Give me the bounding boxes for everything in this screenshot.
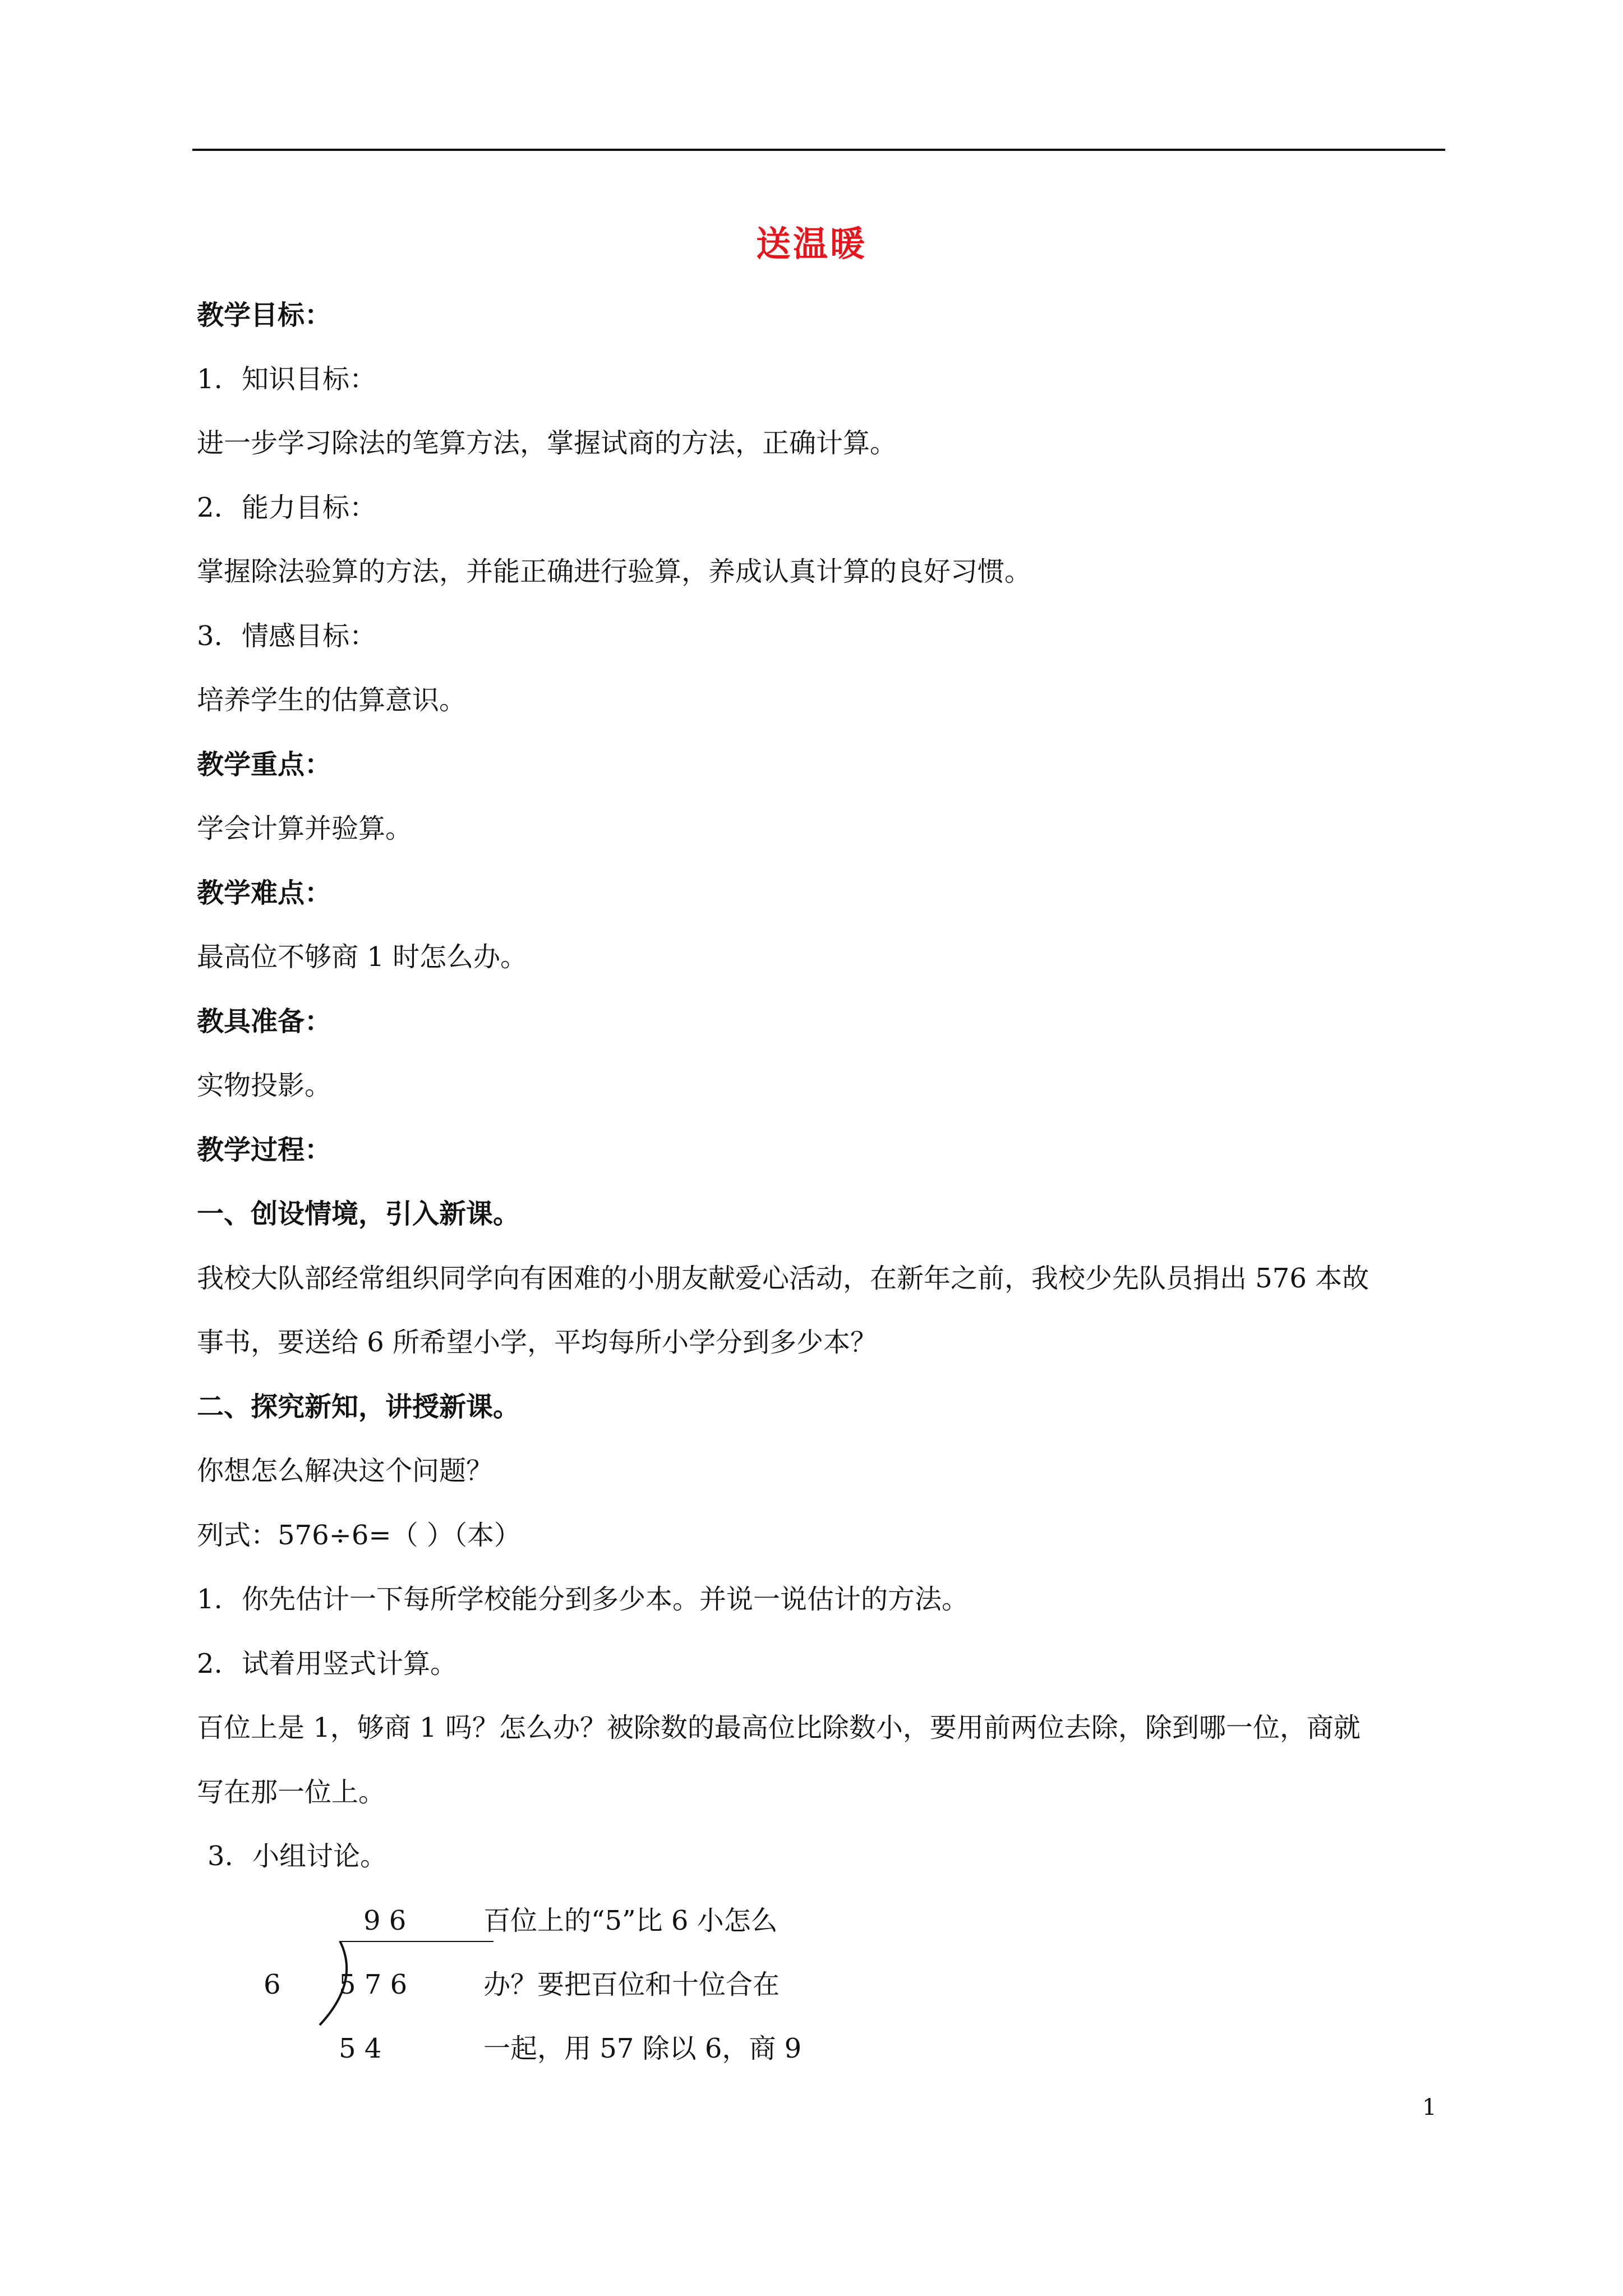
document-title: 送温暖 [755,223,867,264]
division-dividend: 5 7 6 [339,1969,408,2000]
paragraph: 培养学生的估算意识。 [197,684,467,716]
page-number: 1 [1422,2095,1437,2120]
heading-key-points: 教学重点： [197,749,332,780]
list-item [197,491,376,524]
item-label: 试着用竖式计算。 [242,1648,458,1680]
heading-difficulties: 教学难点： [197,877,332,909]
header-rule [192,149,1445,151]
item-label: 情感目标： [242,620,377,652]
item-number: 2. [197,492,223,523]
paragraph-story-line2: 事书，要送给 6 所希望小学，平均每所小学分到多少本？ [197,1327,878,1358]
heading-section-two: 二、探究新知，讲授新课。 [197,1391,520,1423]
division-quotient: 9 6 [363,1905,407,1936]
list-item [197,619,376,653]
list-item [197,1647,457,1681]
paragraph-explain-line2: 写在那一位上。 [197,1777,386,1808]
division-partial-product: 5 4 [339,2033,382,2064]
formula: 列式：576÷6=（ ）（本） [197,1520,521,1551]
paragraph-explain-line1: 百位上是 1，够商 1 吗？怎么办？被除数的最高位比除数小，要用前两位去除，除到哪一位，商就 [197,1712,1361,1743]
paragraph: 最高位不够商 1 时怎么办。 [197,941,528,973]
item-label: 你先估计一下每所学校能分到多少本。并说一说估计的方法。 [242,1584,969,1615]
item-number: 2. [197,1648,223,1680]
item-label: 小组讨论。 [252,1841,388,1872]
paragraph: 学会计算并验算。 [197,813,413,844]
division-note-line3: 一起，用 57 除以 6，商 9 [483,2033,802,2064]
item-label: 能力目标： [242,492,377,523]
division-note-line2: 办？要把百位和十位合在 [483,1969,780,2000]
paragraph: 掌握除法验算的方法，并能正确进行验算，养成认真计算的良好习惯。 [197,556,1032,587]
list-item [197,1582,969,1616]
list-item [208,1839,387,1873]
heading-section-one: 一、创设情境，引入新课。 [197,1198,520,1230]
paragraph-story-line1: 我校大队部经常组织同学向有困难的小朋友献爱心活动，在新年之前，我校少先队员捐出 576 本故 [197,1263,1370,1294]
heading-teaching-process: 教学过程： [197,1134,332,1166]
paragraph-question: 你想怎么解决这个问题？ [197,1455,494,1487]
paragraph: 实物投影。 [197,1070,332,1101]
item-number: 3. [208,1841,233,1872]
item-number: 3. [197,620,223,652]
item-number: 1. [197,1584,223,1615]
heading-teaching-aids: 教具准备： [197,1006,332,1037]
paragraph: 进一步学习除法的笔算方法，掌握试商的方法，正确计算。 [197,427,897,459]
item-number: 1. [197,364,223,395]
division-note-line1: 百位上的“5”比 6 小怎么 [483,1905,778,1936]
list-item [197,362,376,396]
division-divisor: 6 [264,1969,281,2000]
item-label: 知识目标： [242,364,377,395]
heading-teaching-goals: 教学目标： [197,300,332,331]
